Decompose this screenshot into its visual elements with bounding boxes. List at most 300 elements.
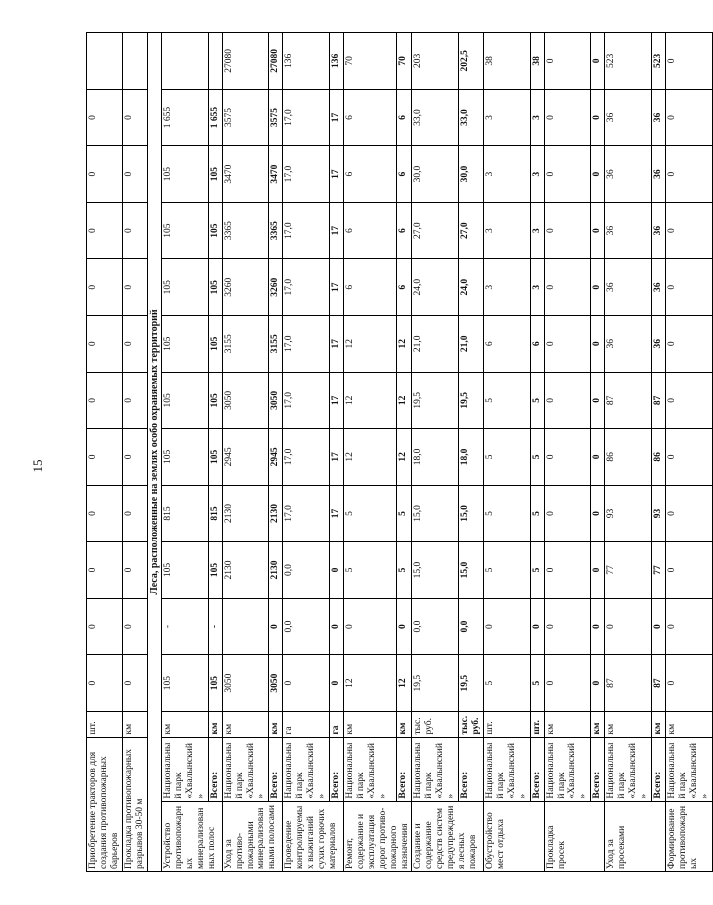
park-cell: Всего: [530,737,544,801]
value-cell: 27080 [269,33,283,90]
value-cell: 105 [208,146,222,203]
park-cell: Национальный парк «Хвалынский» [484,737,531,801]
value-cell: 3 [484,259,531,316]
table-container [86,32,710,872]
value-cell: 3470 [269,146,283,203]
value-cell: 0 [544,655,591,712]
value-cell: 17,0 [283,89,330,146]
value-cell: 0 [665,485,712,542]
table-row [122,33,147,872]
park-cell: Национальный парк «Хвалынский» [162,737,209,801]
page-number: 15 [30,459,45,473]
value-cell: 3575 [269,89,283,146]
value-cell: 3 [484,202,531,259]
value-cell: 0 [330,542,344,599]
value-cell: 17 [330,372,344,429]
table-row [396,33,412,872]
park-cell: Национальный парк «Хвалынский» [544,737,591,801]
value-cell: 38 [484,33,531,90]
park-cell: Всего: [591,737,605,801]
value-cell: 6 [343,202,396,259]
value-cell: 0 [544,146,591,203]
value-cell: 0,0 [412,598,459,655]
value-cell: 5 [484,429,531,486]
value-cell: 0 [87,429,123,486]
value-cell: 105 [208,655,222,712]
unit-cell: тыс. руб. [459,711,484,737]
unit-cell: шт. [530,711,544,737]
park-cell: Всего: [208,737,222,801]
value-cell: 12 [343,655,396,712]
value-cell: 202,5 [459,33,484,90]
value-cell: 0 [544,315,591,372]
value-cell: 105 [162,542,209,599]
value-cell: 815 [162,485,209,542]
value-cell: 27080 [222,33,269,90]
value-cell: 3470 [222,146,269,203]
value-cell: 17,0 [283,372,330,429]
park-cell: Всего: [651,737,665,801]
value-cell: 0 [665,202,712,259]
value-cell: 0 [122,598,147,655]
value-cell: 105 [162,372,209,429]
value-cell: 93 [651,485,665,542]
value-cell: 3 [484,89,531,146]
value-cell: 3365 [269,202,283,259]
value-cell: 0 [665,259,712,316]
value-cell: 21,0 [412,315,459,372]
table-row [459,33,484,872]
value-cell: 0 [396,598,412,655]
value-cell: 0 [283,655,330,712]
value-cell: 12 [343,372,396,429]
unit-cell: км [651,711,665,737]
value-cell: 17 [330,202,344,259]
value-cell: 105 [162,146,209,203]
value-cell: 5 [484,485,531,542]
value-cell: 0 [87,655,123,712]
value-cell: 5 [530,372,544,429]
value-cell: 17,0 [283,429,330,486]
value-cell: 0 [330,598,344,655]
value-cell: 0 [591,146,605,203]
table-row [87,33,123,872]
table-row [530,33,544,872]
value-cell: 24,0 [459,259,484,316]
value-cell: 105 [162,202,209,259]
park-cell: Национальный парк «Хвалынский» [665,737,712,801]
table-row [222,33,269,872]
value-cell: 5 [484,542,531,599]
value-cell [222,598,269,655]
value-cell: 0 [665,146,712,203]
table-row [544,33,591,872]
table-row [283,33,330,872]
unit-cell: тыс. руб. [412,711,459,737]
unit-cell: км [222,711,269,737]
value-cell: 0 [343,598,396,655]
value-cell: 105 [208,372,222,429]
unit-cell: км [343,711,396,737]
value-cell: 136 [283,33,330,90]
unit-cell: шт. [87,711,123,737]
value-cell: 36 [651,89,665,146]
value-cell: 38 [530,33,544,90]
value-cell: 87 [651,372,665,429]
park-cell: Всего: [396,737,412,801]
value-cell: 17,0 [283,146,330,203]
value-cell: 0 [122,315,147,372]
value-cell: 87 [605,655,652,712]
value-cell: 6 [396,89,412,146]
park-cell: Всего: [330,737,344,801]
value-cell: 0 [122,429,147,486]
value-cell: 0 [122,259,147,316]
value-cell: 0 [87,485,123,542]
value-cell: 0 [605,598,652,655]
value-cell: 19,5 [412,655,459,712]
value-cell: 0 [591,33,605,90]
value-cell: 0 [665,89,712,146]
value-cell: 6 [343,146,396,203]
park-cell: Национальный парк «Хвалынский» [343,737,396,801]
value-cell: 0 [544,485,591,542]
park-cell: Национальный парк «Хвалынский» [283,737,330,801]
value-cell: 0 [544,429,591,486]
table-row [208,33,222,872]
value-cell: 3155 [269,315,283,372]
row-name-cell: Приобретение тракторов для создания противопожарных барьеров [87,737,123,871]
value-cell: 105 [208,542,222,599]
row-name-cell: Создание и содержание средств систем предупреждения лесных пожаров [412,801,484,871]
value-cell: 6 [396,202,412,259]
value-cell: 0 [544,259,591,316]
value-cell: 0 [122,655,147,712]
value-cell: 17 [330,485,344,542]
fire-prevention-table [86,32,713,872]
value-cell: 6 [484,315,531,372]
unit-cell: га [283,711,330,737]
value-cell: 0 [87,315,123,372]
value-cell: 3050 [222,655,269,712]
value-cell: 0 [591,655,605,712]
value-cell: 0 [544,542,591,599]
park-cell: Национальный парк «Хвалынский» [222,737,269,801]
row-name-cell: Прокладка просек [544,801,605,871]
value-cell: 5 [530,542,544,599]
value-cell: 0 [122,485,147,542]
value-cell: 6 [343,259,396,316]
value-cell: 3260 [269,259,283,316]
value-cell: 27,0 [459,202,484,259]
value-cell: 3050 [269,372,283,429]
value-cell: 3050 [222,372,269,429]
value-cell: 0 [665,429,712,486]
row-name-cell: Устройство противопожарных минерализованных полос [162,801,223,871]
value-cell: 0 [122,202,147,259]
value-cell: 0 [665,315,712,372]
value-cell: 36 [651,202,665,259]
value-cell: 0 [591,542,605,599]
value-cell: 0 [544,89,591,146]
value-cell: 17 [330,429,344,486]
value-cell: 3260 [222,259,269,316]
value-cell: 87 [651,655,665,712]
table-row [412,33,459,872]
value-cell: 0 [591,202,605,259]
value-cell: 17 [330,89,344,146]
table-row [162,33,209,872]
value-cell: 33,0 [459,89,484,146]
table-row [605,33,652,872]
value-cell: 17 [330,259,344,316]
value-cell: 36 [651,146,665,203]
value-cell: 5 [484,372,531,429]
section-title-cell: Леса, расположенные на землях особо охраняемых территорий [147,33,162,872]
value-cell: 77 [605,542,652,599]
value-cell: 18,0 [459,429,484,486]
value-cell: 0 [665,598,712,655]
value-cell: 3 [530,259,544,316]
value-cell: 27,0 [412,202,459,259]
value-cell: 3 [484,146,531,203]
value-cell: 86 [605,429,652,486]
value-cell: 0 [87,89,123,146]
unit-cell: км [396,711,412,737]
value-cell: 12 [343,315,396,372]
value-cell [162,33,209,90]
value-cell: 1 655 [162,89,209,146]
value-cell: 3155 [222,315,269,372]
value-cell: 12 [396,372,412,429]
table-row [147,33,162,872]
unit-cell: км [665,711,712,737]
value-cell: 0 [87,372,123,429]
value-cell: 30,0 [412,146,459,203]
value-cell: 2130 [269,485,283,542]
value-cell: 2945 [222,429,269,486]
value-cell: 105 [208,202,222,259]
value-cell: 3 [530,146,544,203]
unit-cell: км [162,711,209,737]
value-cell: 6 [396,259,412,316]
value-cell: 36 [605,146,652,203]
value-cell: 2130 [222,485,269,542]
value-cell: 19,5 [459,655,484,712]
value-cell: 0,0 [459,598,484,655]
table-row [651,33,665,872]
value-cell: 1 655 [208,89,222,146]
value-cell: 0 [87,259,123,316]
value-cell: 18,0 [412,429,459,486]
value-cell: 105 [208,315,222,372]
value-cell: 17 [330,315,344,372]
unit-cell: км [269,711,283,737]
value-cell: 0 [591,485,605,542]
value-cell: 0 [87,598,123,655]
row-name-cell: Уход за противо-пожарными минерализованными полосами [222,801,283,871]
value-cell: 203 [412,33,459,90]
value-cell: 105 [162,429,209,486]
table-row [591,33,605,872]
table-row [330,33,344,872]
value-cell [87,33,123,90]
value-cell: 523 [605,33,652,90]
value-cell: 21,0 [459,315,484,372]
value-cell: 0 [530,598,544,655]
value-cell: 0 [591,89,605,146]
value-cell [122,33,147,90]
unit-cell: км [544,711,591,737]
value-cell: 77 [651,542,665,599]
table-row [665,33,712,872]
value-cell: 3365 [222,202,269,259]
value-cell: 0,0 [283,598,330,655]
value-cell: 12 [343,429,396,486]
value-cell: 2130 [222,542,269,599]
value-cell: 70 [343,33,396,90]
value-cell: 30,0 [459,146,484,203]
value-cell: 0 [591,429,605,486]
value-cell: 0 [651,598,665,655]
row-name-cell: Обустройство мест отдыха [484,801,545,871]
value-cell: 815 [208,485,222,542]
value-cell: 0,0 [283,542,330,599]
value-cell: 0 [122,372,147,429]
value-cell: 0 [87,146,123,203]
value-cell: 5 [396,485,412,542]
value-cell: 0 [122,146,147,203]
value-cell: 6 [396,146,412,203]
value-cell: 12 [396,429,412,486]
unit-cell: км [122,711,147,737]
value-cell: 15,0 [459,542,484,599]
value-cell: 5 [530,429,544,486]
value-cell: 5 [484,655,531,712]
value-cell: 0 [591,259,605,316]
value-cell: 0 [87,542,123,599]
table-row [343,33,396,872]
value-cell: 0 [591,372,605,429]
row-name-cell: Ремонт, содержание и эксплуатация дорог противо-пожарного назначения [343,801,412,871]
value-cell: 15,0 [412,542,459,599]
value-cell: 0 [544,598,591,655]
value-cell: 36 [605,315,652,372]
value-cell: 12 [396,315,412,372]
value-cell: 0 [544,33,591,90]
value-cell: 0 [544,372,591,429]
value-cell: 523 [651,33,665,90]
park-cell: Всего: [269,737,283,801]
value-cell: 0 [269,598,283,655]
row-name-cell: Прокладка противопожарных разрывов 30-50 м [122,737,147,871]
value-cell: 105 [162,259,209,316]
value-cell: 12 [396,655,412,712]
value-cell: 36 [605,89,652,146]
value-cell: 86 [651,429,665,486]
value-cell: 0 [665,372,712,429]
unit-cell: шт. [484,711,531,737]
value-cell: - [208,598,222,655]
row-name-cell: Уход за просеками [605,801,666,871]
park-cell: Национальный парк «Хвалынский» [412,737,459,801]
value-cell: 0 [665,542,712,599]
row-name-cell: Формирование противопожарных [665,801,712,871]
value-cell: 24,0 [412,259,459,316]
value-cell: 2130 [269,542,283,599]
unit-cell: км [605,711,652,737]
value-cell: 15,0 [459,485,484,542]
value-cell: 105 [162,655,209,712]
value-cell: 19,5 [412,372,459,429]
value-cell: 3 [530,89,544,146]
unit-cell: га [330,711,344,737]
unit-cell: км [591,711,605,737]
value-cell: 5 [343,542,396,599]
value-cell: 17,0 [283,485,330,542]
value-cell: 36 [605,202,652,259]
value-cell: 33,0 [412,89,459,146]
value-cell: 105 [208,259,222,316]
table-body [87,33,713,872]
value-cell: 3050 [269,655,283,712]
value-cell: 5 [396,542,412,599]
value-cell: 5 [343,485,396,542]
value-cell: 0 [591,598,605,655]
value-cell: 70 [396,33,412,90]
value-cell: 87 [605,372,652,429]
value-cell: 3575 [222,89,269,146]
value-cell: 0 [122,89,147,146]
park-cell: Национальный парк «Хвалынский» [605,737,652,801]
value-cell: 0 [122,542,147,599]
value-cell: 0 [544,202,591,259]
value-cell: 0 [665,655,712,712]
value-cell: 5 [530,485,544,542]
value-cell: 105 [208,429,222,486]
value-cell: 105 [162,315,209,372]
value-cell: 6 [530,315,544,372]
value-cell: 6 [343,89,396,146]
value-cell: 15,0 [412,485,459,542]
table-row [269,33,283,872]
value-cell [208,33,222,90]
unit-cell: км [208,711,222,737]
value-cell: 36 [651,315,665,372]
value-cell: 5 [530,655,544,712]
value-cell: 136 [330,33,344,90]
row-name-cell: Проведение контролируемых выжиганий сухих горючих материалов [283,801,344,871]
value-cell: 0 [87,202,123,259]
value-cell: 17,0 [283,315,330,372]
value-cell: 0 [665,33,712,90]
value-cell: - [162,598,209,655]
value-cell: 36 [605,259,652,316]
value-cell: 19,5 [459,372,484,429]
value-cell: 2945 [269,429,283,486]
park-cell: Всего: [459,737,484,801]
value-cell: 93 [605,485,652,542]
value-cell: 36 [651,259,665,316]
value-cell: 17 [330,146,344,203]
table-row [484,33,531,872]
value-cell: 17,0 [283,202,330,259]
value-cell: 3 [530,202,544,259]
value-cell: 0 [330,655,344,712]
value-cell: 0 [484,598,531,655]
value-cell: 0 [591,315,605,372]
value-cell: 17,0 [283,259,330,316]
